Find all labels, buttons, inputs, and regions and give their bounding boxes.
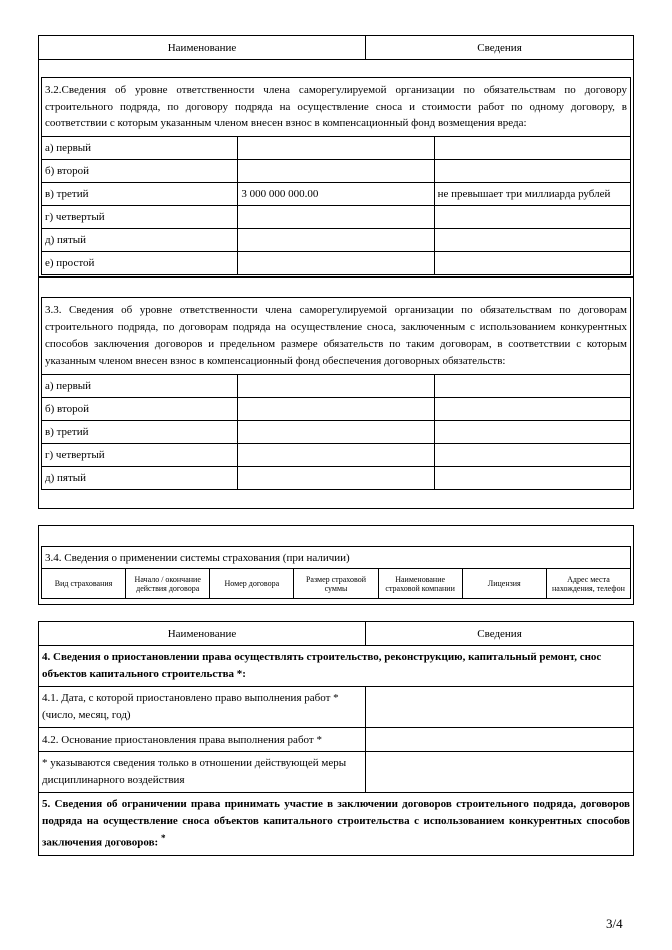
level-label: е) простой — [42, 251, 238, 274]
level-amount — [238, 467, 434, 490]
level-note — [434, 205, 630, 228]
header-name-cell: Наименование — [39, 36, 366, 60]
footnote-text: * указываются сведения только в отношении действующей меры дисциплинарного воздействия — [39, 752, 366, 793]
level-label: г) четвертый — [42, 205, 238, 228]
section-5-title: 5. Сведения об ограничении права принимать участие в заключении договоров строительного подряда, договоров подряда на осуществление сноса объектов капитального строительства с использованием конкурентных способов заключения договоров: — [42, 798, 630, 849]
column-header: Номер договора — [210, 569, 294, 599]
column-header: Лицензия — [462, 569, 546, 599]
section-4-5-table — [38, 621, 634, 856]
header-info-cell: Сведения — [366, 36, 634, 60]
level-amount — [238, 205, 434, 228]
level-amount — [238, 421, 434, 444]
column-header: Адрес места нахождения, телефон — [546, 569, 630, 599]
level-note — [434, 251, 630, 274]
section-3-3-table — [41, 297, 631, 490]
level-note — [434, 159, 630, 182]
column-header: Наименование страховой компании — [378, 569, 462, 599]
row-4-1-label: 4.1. Дата, с которой приостановлено право выполнения работ * (число, месяц, год) — [39, 687, 366, 728]
level-note — [434, 398, 630, 421]
header-info-cell: Сведения — [366, 622, 634, 646]
page-number: 3/4 — [606, 916, 623, 931]
level-amount — [238, 444, 434, 467]
column-header: Размер страховой суммы — [294, 569, 378, 599]
header-table-1 — [38, 35, 634, 60]
section-3-2-title: 3.2.Сведения об уровне ответственности члена саморегулируемой организации по обязательствам по договору строительного подряда, по договору подряда на осуществление сноса и стоимости работ по одному договору, в соответствии с которым указанным членом внесен взнос в компенсационный фонд возмещения вреда: — [42, 78, 631, 137]
level-note — [434, 467, 630, 490]
level-amount — [238, 159, 434, 182]
level-label: а) первый — [42, 375, 238, 398]
level-label: д) пятый — [42, 467, 238, 490]
section-5-star: * — [160, 833, 166, 843]
column-header: Вид страхования — [42, 569, 126, 599]
level-amount — [238, 375, 434, 398]
level-note — [434, 375, 630, 398]
section-3-4-title: 3.4. Сведения о применении системы страхования (при наличии) — [42, 547, 631, 569]
level-note — [434, 136, 630, 159]
level-note — [434, 444, 630, 467]
level-note: не превышает три миллиарда рублей — [434, 182, 630, 205]
row-4-2-label: 4.2. Основание приостановления права выполнения работ * — [39, 728, 366, 752]
level-amount — [238, 136, 434, 159]
section-3-4-table — [41, 546, 631, 599]
row-4-2-value — [366, 728, 634, 752]
level-amount — [238, 398, 434, 421]
section-4-title: 4. Сведения о приостановлении права осуществлять строительство, реконструкцию, капитальный ремонт, снос объектов капитального строительства *: — [39, 646, 634, 687]
level-label: г) четвертый — [42, 444, 238, 467]
level-note — [434, 421, 630, 444]
level-label: б) второй — [42, 398, 238, 421]
header-name-cell: Наименование — [39, 622, 366, 646]
section-3-3-title: 3.3. Сведения об уровне ответственности члена саморегулируемой организации по обязательствам по договорам строительного подряда, по договорам подряда на осуществление сноса, заключенным с использованием конкурентных способов заключения договоров и предельном размере обязательств по таким договорам, в соответствии с которым указанным членом внесен взнос в компенсационный фонд обеспечения договорных обязательств: — [42, 298, 631, 375]
footnote-value — [366, 752, 634, 793]
level-label: в) третий — [42, 182, 238, 205]
level-label: а) первый — [42, 136, 238, 159]
level-amount — [238, 251, 434, 274]
level-label: б) второй — [42, 159, 238, 182]
column-header: Начало / окончание действия договора — [126, 569, 210, 599]
level-note — [434, 228, 630, 251]
row-4-1-value — [366, 687, 634, 728]
level-amount: 3 000 000 000.00 — [238, 182, 434, 205]
level-label: д) пятый — [42, 228, 238, 251]
section-3-2-table — [41, 77, 631, 275]
level-amount — [238, 228, 434, 251]
level-label: в) третий — [42, 421, 238, 444]
